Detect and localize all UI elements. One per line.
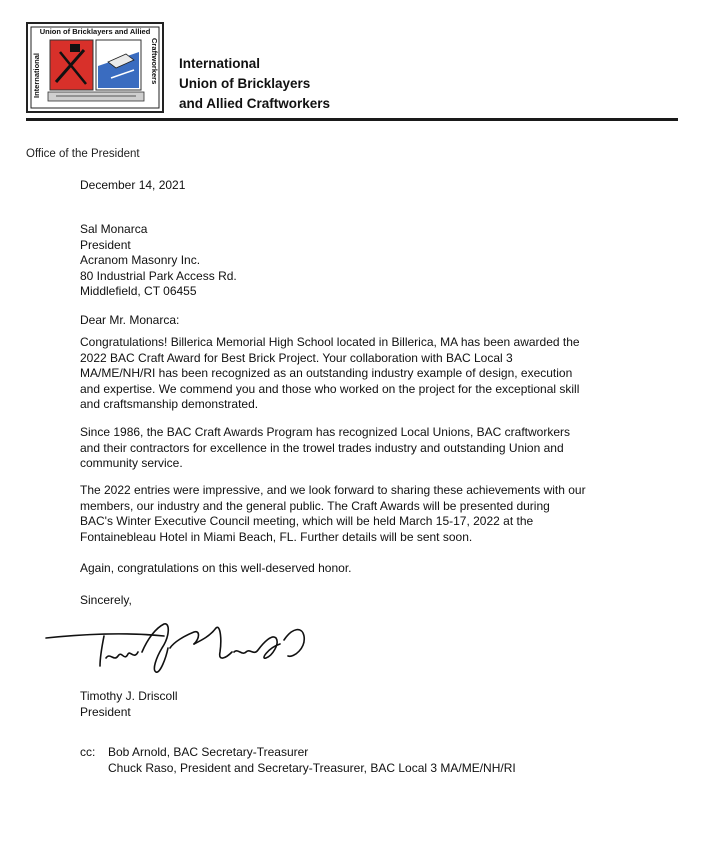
- salutation: Dear Mr. Monarca:: [80, 313, 180, 327]
- paragraph-line: and craftsmanship demonstrated.: [80, 397, 259, 411]
- office-label: Office of the President: [26, 148, 140, 160]
- logo-top-text: Union of Bricklayers and Allied: [39, 27, 151, 36]
- paragraph-line: Congratulations! Billerica Memorial High School located in Billerica, MA has been awarded the: [80, 335, 580, 349]
- paragraph-line: MA/ME/NH/RI has been recognized as an outstanding industry example of design, execution: [80, 366, 573, 380]
- org-name-line: Union of Bricklayers: [179, 76, 311, 91]
- signer-name: Timothy J. Driscoll: [80, 689, 178, 703]
- cc-recipient: Chuck Raso, President and Secretary-Treasurer, BAC Local 3 MA/ME/NH/RI: [108, 760, 516, 775]
- logo-right-text: Craftworkers: [150, 38, 159, 85]
- logo-left-text: International: [32, 52, 41, 98]
- handwritten-signature: [44, 618, 314, 678]
- org-name-line: and Allied Craftworkers: [179, 96, 331, 111]
- address-line: 80 Industrial Park Access Rd.: [80, 268, 237, 283]
- address-line: President: [80, 237, 131, 252]
- cc-recipient: Bob Arnold, BAC Secretary-Treasurer: [108, 745, 309, 759]
- cc-block: [80, 745, 516, 776]
- recipient-address: [80, 222, 650, 300]
- union-logo: [26, 22, 166, 114]
- paragraph-line: Fontainebleau Hotel in Miami Beach, FL. Further details will be sent soon.: [80, 529, 473, 544]
- body-paragraph-4: [80, 561, 650, 577]
- paragraph-line: and expertise. We commend you and those who worked on the project for the exceptional skill: [80, 381, 580, 396]
- organization-name: [179, 54, 330, 114]
- closing: Sincerely,: [80, 593, 132, 607]
- address-line: Acranom Masonry Inc.: [80, 253, 201, 267]
- header-divider: [26, 118, 678, 121]
- paragraph-line: Since 1986, the BAC Craft Awards Program has recognized Local Unions, BAC craftworkers: [80, 425, 571, 439]
- letter-date: December 14, 2021: [80, 178, 186, 192]
- paragraph-line: and their contractors for excellence in the trowel trades industry and outstanding Union and: [80, 440, 564, 455]
- signer-title: President: [80, 704, 131, 719]
- body-paragraph-3: [80, 483, 650, 545]
- address-line: Middlefield, CT 06455: [80, 284, 197, 298]
- body-paragraph-1: [80, 335, 650, 413]
- paragraph-line: BAC's Winter Executive Council meeting, which will be held March 15-17, 2022 at the: [80, 514, 534, 528]
- paragraph-line: community service.: [80, 456, 183, 470]
- body-paragraph-2: [80, 425, 650, 472]
- signer-block: [80, 689, 650, 720]
- paragraph-line: members, our industry and the general public. The Craft Awards will be presented during: [80, 498, 550, 513]
- cc-label: cc:: [80, 745, 96, 759]
- paragraph-line: 2022 BAC Craft Award for Best Brick Project. Your collaboration with BAC Local 3: [80, 350, 513, 365]
- paragraph-line: The 2022 entries were impressive, and we look forward to sharing these achievements with our: [80, 483, 586, 497]
- paragraph-line: Again, congratulations on this well-deserved honor.: [80, 561, 352, 575]
- address-line: Sal Monarca: [80, 222, 148, 236]
- org-name-line: International: [179, 56, 261, 71]
